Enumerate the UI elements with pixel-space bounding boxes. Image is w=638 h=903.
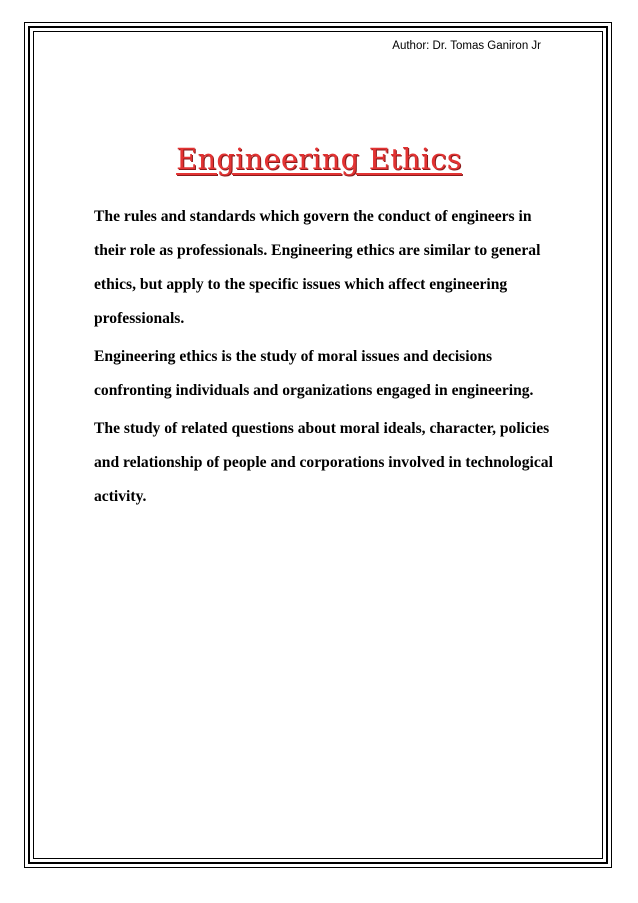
paragraph-study: Engineering ethics is the study of moral issues and decisions confronting individuals and organizations engaged in engineering.	[94, 348, 534, 399]
paragraph-related-questions: The study of related questions about moral ideals, character, policies and relationship of people and corporations involved in technological activity.	[94, 420, 553, 505]
body-text	[94, 200, 564, 518]
paragraph-definition: The rules and standards which govern the conduct of engineers in their role as professionals. Engineering ethics are similar to general ethics, but apply to the specific issues which affect engineering professionals.	[94, 208, 541, 327]
author-header: Author: Dr. Tomas Ganiron Jr	[392, 40, 541, 52]
page-title: Engineering Ethics	[176, 142, 462, 176]
